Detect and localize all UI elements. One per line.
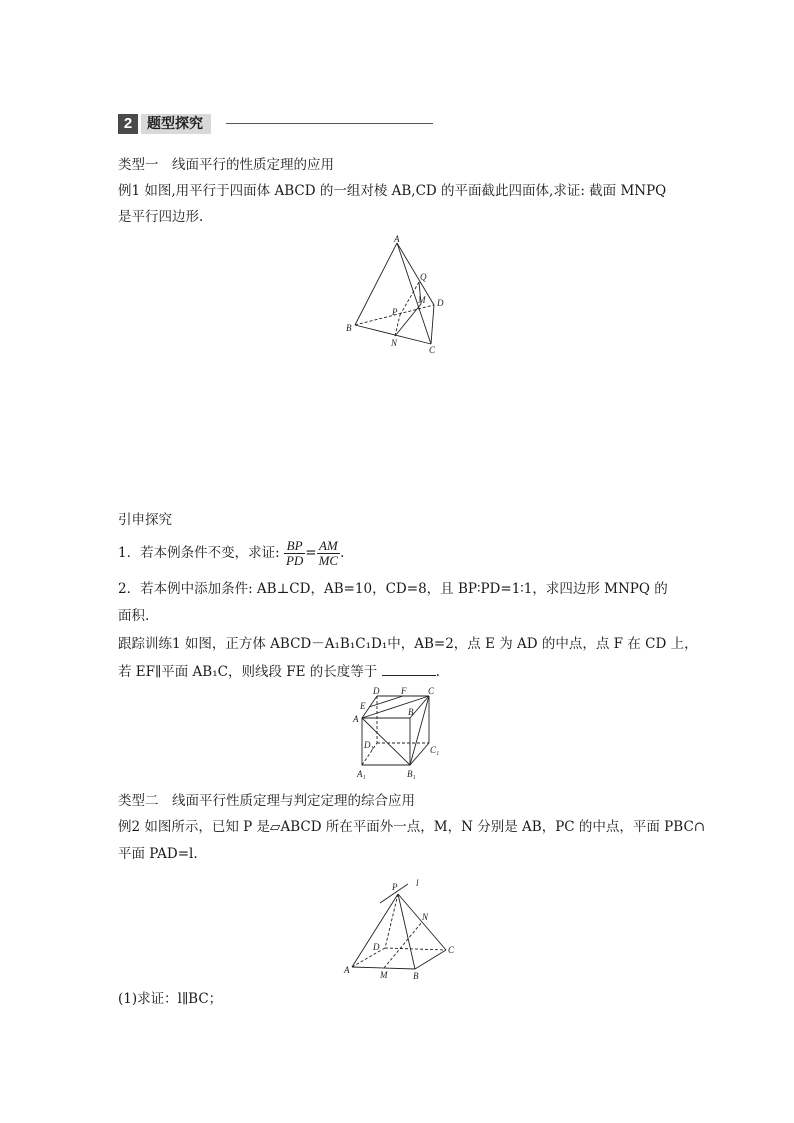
type1-heading: 类型一 线面平行的性质定理的应用 — [118, 157, 334, 173]
example1-text: 如图,用平行于四面体 ABCD 的一组对棱 AB,CD 的平面截此四面体,求证: 截面 MNPQ — [144, 183, 667, 199]
cube-figure — [350, 686, 450, 782]
segment-EF — [369, 696, 403, 707]
label-C: C — [429, 345, 436, 355]
label-D1: D₁ — [364, 740, 374, 750]
label-D: D — [437, 298, 444, 308]
question1-text: (1)求证：l∥BC； — [118, 991, 223, 1007]
example2-text: 如图所示，已知 P 是▱ABCD 所在平面外一点，M，N 分别是 AB，PC 的中点，平面 PBC∩ — [144, 819, 706, 835]
fraction-am-mc — [317, 539, 341, 568]
edge-AB — [355, 243, 397, 325]
section-number-badge: 2 — [118, 114, 138, 134]
edge-AD-hidden — [352, 948, 385, 967]
label-B: B — [408, 707, 414, 717]
section-divider — [226, 123, 433, 124]
tetrahedron-figure — [340, 232, 450, 356]
pyramid-figure — [340, 876, 460, 984]
edge-AC — [397, 243, 431, 344]
edge-BC — [415, 950, 446, 969]
label-Q: Q — [420, 272, 427, 282]
extension-q2-line1: 2．若本例中添加条件: AB⊥CD，AB=10，CD=8，且 BP∶PD=1∶1，求四边形 MNPQ 的 — [118, 581, 668, 597]
label-C: C — [428, 686, 435, 696]
example1-line2: 是平行四边形. — [118, 209, 204, 225]
example2-line2: 平面 PAD=l. — [118, 846, 198, 862]
example1-line1 — [118, 181, 666, 201]
extension-q1-prefix: 1．若本例条件不变，求证: — [118, 545, 280, 561]
edge-DC — [431, 305, 434, 344]
label-N: N — [422, 912, 429, 922]
label-A: A — [353, 714, 359, 724]
edge-PC — [398, 894, 446, 950]
edge-DC-hidden — [385, 948, 446, 950]
label-P: P — [392, 882, 398, 892]
q1-period: . — [340, 545, 345, 561]
label-B: B — [413, 971, 419, 981]
section-title: 题型探究 — [141, 114, 211, 134]
label-B: B — [346, 323, 352, 333]
example2-label: 例2 — [118, 819, 141, 835]
answer-blank[interactable] — [382, 661, 436, 676]
label-N: N — [391, 338, 398, 348]
edge-AB — [352, 967, 415, 969]
practice1-period: . — [435, 664, 440, 680]
label-P: P — [392, 307, 398, 317]
practice1-line2 — [118, 661, 440, 682]
fraction-pd: PD — [285, 553, 304, 568]
label-F: F — [401, 686, 407, 696]
edge-PA — [352, 894, 398, 967]
fraction-bp-pd — [284, 539, 305, 568]
label-M: M — [418, 295, 426, 305]
extension-q1 — [118, 536, 344, 570]
label-C1: C₁ — [430, 745, 440, 755]
practice1-text2: 若 EF∥平面 AB₁C，则线段 FE 的长度等于 — [118, 664, 378, 680]
label-C: C — [448, 945, 455, 955]
edge-AD — [397, 243, 434, 305]
equals-sign: = — [305, 545, 317, 561]
example2-line1 — [118, 817, 705, 837]
fraction-am: AM — [317, 539, 341, 554]
label-D: D — [373, 686, 380, 696]
fraction-mc: MC — [318, 553, 339, 568]
practice1-line1 — [118, 634, 698, 654]
label-A1: A₁ — [357, 769, 366, 779]
practice1-label: 跟踪训练1 — [118, 636, 181, 652]
label-D: D — [373, 942, 380, 952]
example1-label: 例1 — [118, 183, 141, 199]
practice1-text: 如图，正方体 ABCD－A₁B₁C₁D₁中，AB=2，点 E 为 AD 的中点，点 F 在 CD 上， — [184, 636, 698, 652]
type2-heading: 类型二 线面平行性质定理与判定定理的综合应用 — [118, 793, 415, 809]
edge-PD-hidden — [385, 894, 398, 948]
label-A: A — [394, 234, 400, 244]
extension-heading: 引申探究 — [118, 512, 172, 528]
label-A: A — [344, 965, 350, 975]
edge-PB — [398, 894, 415, 969]
extension-q2-line2: 面积. — [118, 608, 150, 624]
label-M: M — [380, 970, 388, 980]
label-l: l — [416, 878, 419, 888]
label-E: E — [360, 701, 366, 711]
label-B1: B₁ — [407, 769, 416, 779]
fraction-bp: BP — [284, 539, 305, 554]
